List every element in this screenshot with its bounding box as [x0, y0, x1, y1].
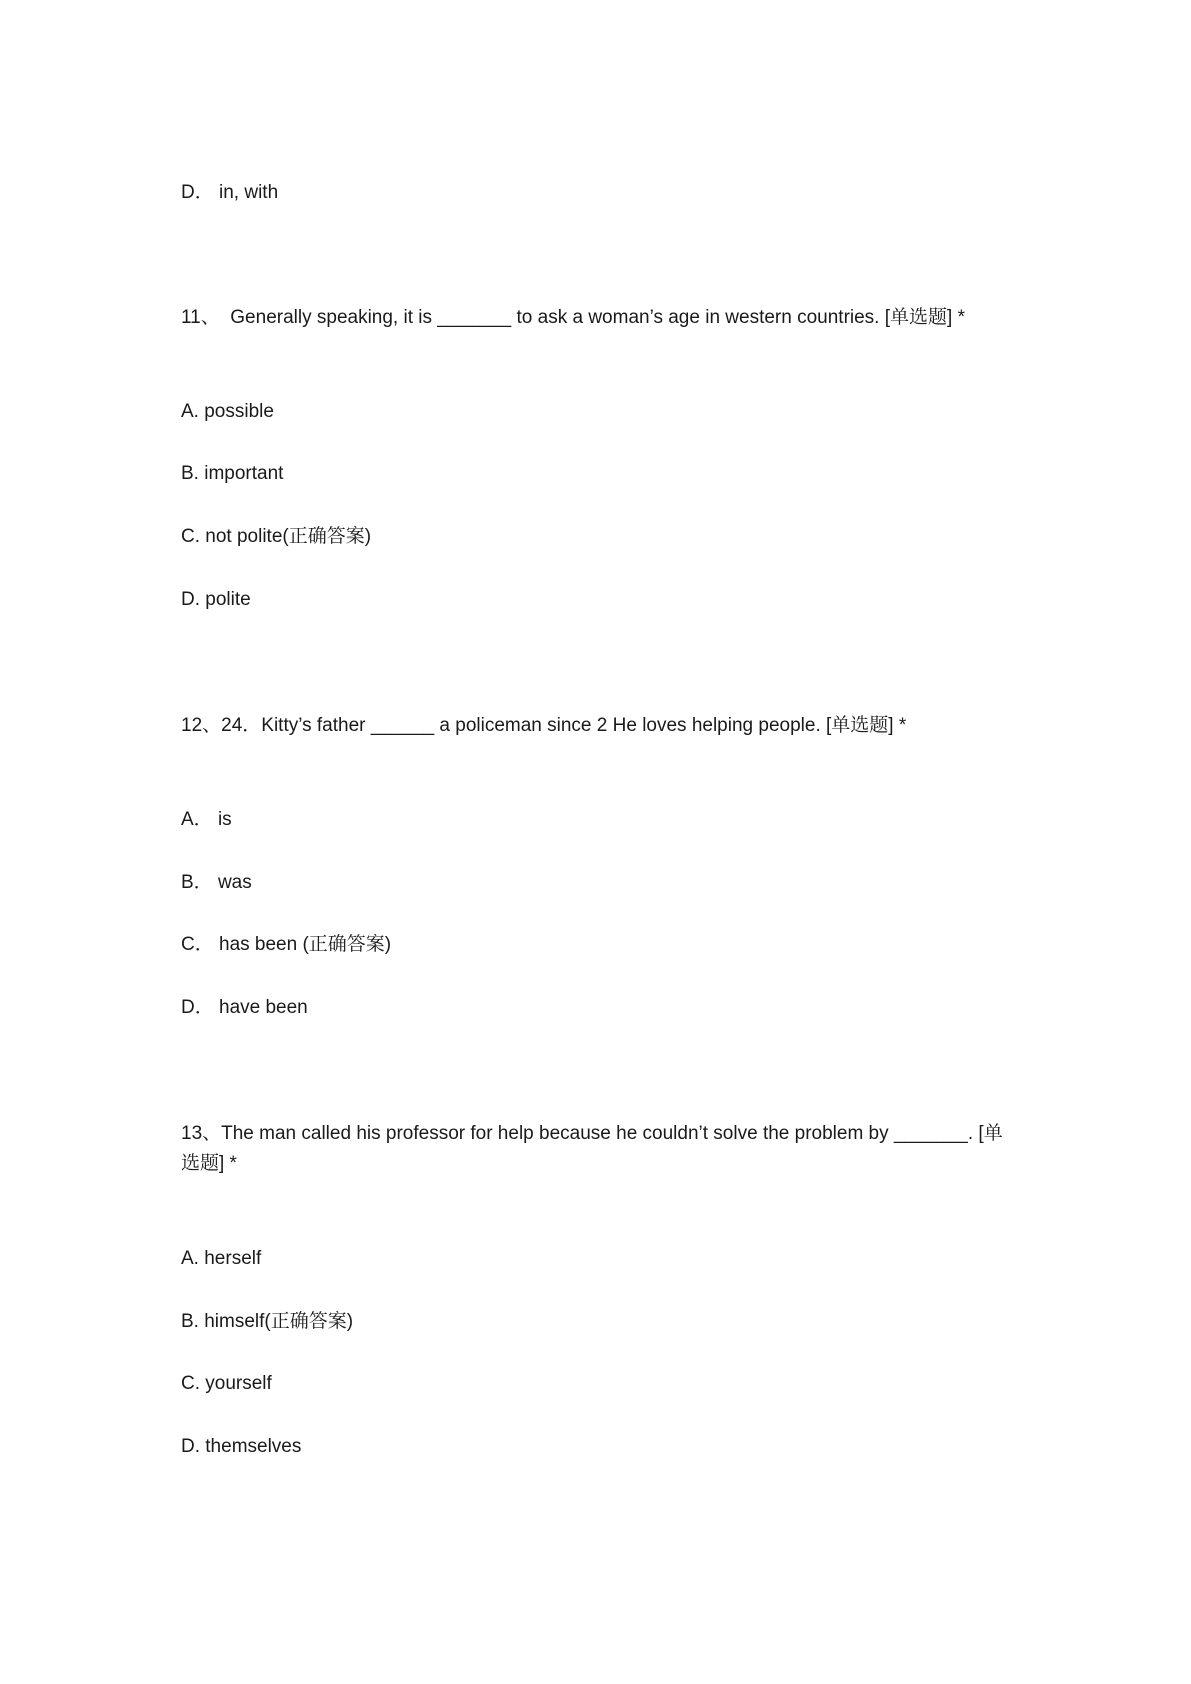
question-13-option-d[interactable]: D. themselves — [181, 1436, 302, 1457]
question-11-text: 11、 Generally speaking, it is _______ to ask a woman’s age in western countries. [单选题] * — [181, 307, 965, 328]
question-11-option-c[interactable]: C. not polite(正确答案) — [181, 526, 372, 547]
question-11-option-a[interactable]: A. possible — [181, 401, 274, 422]
question-12-option-c[interactable]: C． has been (正确答案) — [181, 934, 392, 955]
question-12-text: 12、24．Kitty’s father ______ a policeman since 2 He loves helping people. [单选题] * — [181, 715, 907, 736]
question-11-option-b[interactable]: B. important — [181, 463, 284, 484]
question-11-option-d[interactable]: D. polite — [181, 589, 251, 610]
question-13-text: 13、The man called his professor for help because he couldn’t solve the problem by _______. [单选题] * — [181, 1123, 1003, 1174]
question-13-option-a[interactable]: A. herself — [181, 1248, 262, 1269]
question-12-option-d[interactable]: D． have been — [181, 997, 308, 1018]
question-12-option-a[interactable]: A． is — [181, 809, 232, 830]
question-13-option-c[interactable]: C. yourself — [181, 1373, 272, 1394]
question-12-option-b[interactable]: B． was — [181, 872, 252, 893]
prev-question-option-d: D． in, with — [181, 182, 279, 203]
question-13-option-b[interactable]: B. himself(正确答案) — [181, 1311, 354, 1332]
